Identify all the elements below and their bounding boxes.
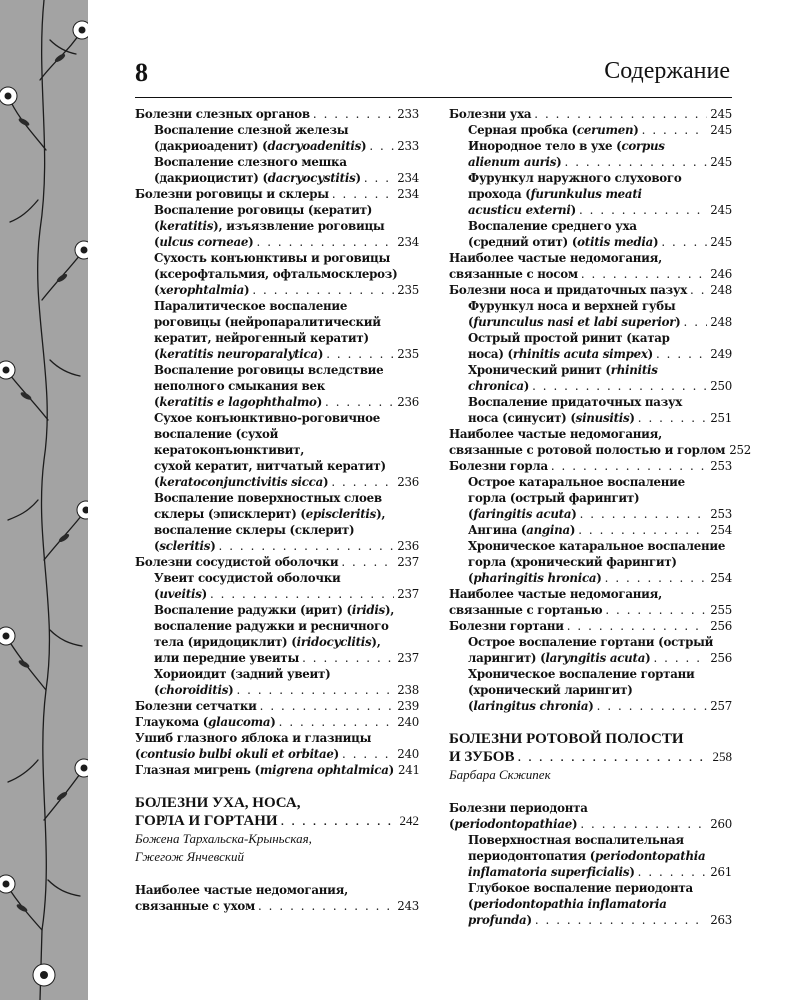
toc-entry[interactable]: [449, 170, 732, 218]
entry-title-line: Наиболее частые недомогания,: [449, 427, 662, 441]
decorative-side-strip: [0, 0, 88, 1000]
toc-entry[interactable]: [449, 634, 732, 666]
entry-title-line: Увеит сосудистой оболочки: [154, 571, 341, 585]
dot-leader: [580, 816, 707, 832]
entry-title-line: (scleritis): [154, 539, 216, 553]
entry-title-line: Глазная мигрень (migrena ophtalmica): [135, 763, 394, 777]
entry-title-line: (keratoconjunctivitis sicca): [154, 475, 329, 489]
entry-title-line: воспаление склеры (склерит): [154, 523, 355, 537]
toc-entry[interactable]: [449, 426, 752, 458]
entry-title-line: носа) (rhinitis acuta simpex): [468, 347, 653, 361]
entry-title-line: (средний отит) (otitis media): [468, 235, 659, 249]
entry-title-line: роговицы (нейропаралитический: [154, 315, 381, 329]
entry-title-line: alienum auris): [468, 155, 562, 169]
toc-right-column: [449, 106, 752, 928]
toc-entry[interactable]: [135, 666, 419, 698]
dot-leader: [605, 602, 707, 618]
dot-leader: [302, 650, 394, 666]
toc-entry[interactable]: [449, 282, 732, 298]
entry-title-line: Наиболее частые недомогания,: [135, 883, 348, 897]
section-authors: [449, 766, 732, 784]
page-ref: 251: [710, 411, 732, 425]
page-ref: 233: [397, 107, 419, 121]
toc-entry[interactable]: [135, 298, 419, 362]
toc-entry[interactable]: [135, 602, 419, 666]
dot-leader: [690, 282, 707, 298]
entry-title-line: (faringitis acuta): [468, 507, 577, 521]
toc-entry[interactable]: [135, 250, 419, 298]
section-spacer: [449, 714, 732, 730]
page-ref: 243: [397, 899, 419, 913]
entry-title-line: Хроническое воспаление гортани: [468, 667, 695, 681]
toc-entry[interactable]: [135, 122, 419, 154]
entry-title-line: БОЛЕЗНИ РОТОВОЙ ПОЛОСТИ: [449, 731, 684, 747]
section-authors: [135, 830, 419, 866]
entry-title-line: связанные с ротовой полостью и горлом: [449, 443, 726, 457]
entry-title-line: (ulcus corneae): [154, 235, 254, 249]
dot-leader: [517, 748, 709, 766]
page-ref: 255: [710, 603, 732, 617]
toc-entry[interactable]: [449, 458, 732, 474]
entry-title-line: Паралитическое воспаление: [154, 299, 348, 313]
section-spacer: [135, 778, 419, 794]
dot-leader: [580, 506, 708, 522]
dot-leader: [597, 698, 708, 714]
entry-title-line: Болезни периодонта: [449, 801, 588, 815]
toc-entry[interactable]: [449, 666, 732, 714]
dot-leader: [331, 474, 394, 490]
page-ref: 256: [710, 619, 732, 633]
entry-title-line: (keratitis e lagophthalmo): [154, 395, 323, 409]
entry-title-line: (choroiditis): [154, 683, 234, 697]
page-ref: 256: [710, 651, 732, 665]
entry-title-line: Ангина (angina): [468, 523, 576, 537]
page-ref: 236: [397, 475, 419, 489]
dot-leader: [341, 554, 394, 570]
page-ref: 236: [397, 395, 419, 409]
dot-leader: [279, 714, 395, 730]
page-ref: 245: [710, 155, 732, 169]
entry-title-line: Болезни сетчатки: [135, 699, 257, 713]
page-ref: 248: [710, 315, 732, 329]
page-ref: 257: [710, 699, 732, 713]
page-ref: 250: [710, 379, 732, 393]
section-spacer: [449, 784, 732, 800]
author-line: Гжегож Янчевский: [135, 849, 244, 864]
page-ref: 258: [712, 749, 732, 764]
page-ref: 245: [710, 107, 732, 121]
toc-entry[interactable]: [135, 882, 419, 914]
page-ref: 254: [710, 523, 732, 537]
dot-leader: [653, 650, 707, 666]
page-ref: 242: [399, 813, 419, 828]
toc-entry[interactable]: [449, 330, 732, 362]
page-ref: 261: [710, 865, 732, 879]
toc-entry[interactable]: [449, 618, 732, 634]
entry-title-line: Поверхностная воспалительная: [468, 833, 684, 847]
author-line: Барбара Скжипек: [449, 767, 551, 782]
page-ref: 253: [710, 459, 732, 473]
toc-entry[interactable]: [449, 474, 732, 522]
dot-leader: [579, 202, 707, 218]
dot-leader: [326, 346, 394, 362]
toc-entry[interactable]: [449, 586, 732, 618]
toc-entry[interactable]: [135, 730, 419, 762]
page-ref: 246: [710, 267, 732, 281]
toc-entry[interactable]: [449, 106, 732, 122]
entry-title-line: (periodontopathiae): [449, 817, 578, 831]
toc-left-column: [135, 106, 419, 914]
page-ref: 240: [397, 715, 419, 729]
entry-title-line: связанные с ухом: [135, 899, 255, 913]
toc-entry[interactable]: [135, 362, 419, 410]
page-number: 8: [135, 58, 148, 87]
entry-title-line: ГОРЛА И ГОРТАНИ: [135, 813, 278, 829]
entry-title-line: тела (иридоциклит) (iridocyclitis),: [154, 635, 381, 649]
page-ref: 235: [397, 283, 419, 297]
dot-leader: [638, 864, 708, 880]
toc-entry[interactable]: [135, 762, 419, 778]
entry-title-line: носа (синусит) (sinusitis): [468, 411, 635, 425]
entry-title-line: (furunculus nasi et labi superior): [468, 315, 681, 329]
dot-leader: [219, 538, 395, 554]
section-heading[interactable]: [135, 794, 419, 830]
entry-title-line: Воспаление роговицы вследствие: [154, 363, 384, 377]
dot-leader: [565, 154, 708, 170]
dot-leader: [258, 898, 394, 914]
entry-title-line: Инородное тело в ухе (corpus: [468, 139, 665, 153]
dot-leader: [332, 186, 394, 202]
dot-leader: [325, 394, 394, 410]
dot-leader: [551, 458, 707, 474]
toc-entry[interactable]: [449, 122, 732, 138]
entry-title-line: неполного смыкания век: [154, 379, 326, 393]
entry-title-line: Хронический ринит (rhinitis: [468, 363, 658, 377]
entry-title-line: прохода (furunkulus meati: [468, 187, 642, 201]
entry-title-line: Хроническое катаральное воспаление: [468, 539, 726, 553]
entry-title-line: склеры (эписклерит) (episcleritis),: [154, 507, 386, 521]
toc-entry[interactable]: [135, 202, 419, 250]
entry-title-line: сухой кератит, нитчатый кератит): [154, 459, 386, 473]
page-ref: 237: [397, 555, 419, 569]
toc-entry[interactable]: [135, 698, 419, 714]
page-ref: 263: [710, 913, 732, 927]
page-ref: 234: [397, 187, 419, 201]
entry-title-line: ларингит) (laryngitis acuta): [468, 651, 651, 665]
dot-leader: [260, 698, 395, 714]
toc-entry[interactable]: [449, 800, 732, 832]
page-ref: 241: [397, 763, 420, 777]
entry-title-line: Воспаление среднего уха: [468, 219, 637, 233]
entry-title-line: Воспаление поверхностных слоев: [154, 491, 382, 505]
entry-title-line: кератит, нейрогенный кератит): [154, 331, 369, 345]
toc-entry[interactable]: [135, 186, 419, 202]
entry-title-line: (ксерофтальмия, офтальмосклероз): [154, 267, 398, 281]
toc-entry[interactable]: [135, 154, 419, 186]
dot-leader: [257, 234, 395, 250]
page-ref: 234: [397, 171, 419, 185]
entry-title-line: (хронический ларингит): [468, 683, 633, 697]
entry-title-line: Наиболее частые недомогания,: [449, 587, 662, 601]
entry-title-line: Наиболее частые недомогания,: [449, 251, 662, 265]
entry-title-line: Сухость конъюнктивы и роговицы: [154, 251, 391, 265]
page-ref: 249: [710, 347, 732, 361]
dot-leader: [364, 170, 394, 186]
toc-entry[interactable]: [449, 394, 732, 426]
entry-title-line: Воспаление слезного мешка: [154, 155, 347, 169]
entry-title-line: Воспаление придаточных пазух: [468, 395, 683, 409]
entry-title-line: Глаукома (glaucoma): [135, 715, 276, 729]
page-ref: 233: [397, 139, 419, 153]
dot-leader: [642, 122, 708, 138]
entry-title-line: связанные с гортанью: [449, 603, 603, 617]
entry-title-line: Серная пробка (cerumen): [468, 123, 639, 137]
entry-title-line: Сухое конъюнктивно-роговичное: [154, 411, 380, 425]
dot-leader: [534, 106, 707, 122]
dot-leader: [567, 618, 707, 634]
dot-leader: [342, 746, 394, 762]
entry-title-line: (pharingitis hronica): [468, 571, 602, 585]
dot-leader: [581, 266, 707, 282]
header-rule: [135, 97, 732, 98]
page-ref: 252: [729, 443, 752, 457]
page-ref: 254: [710, 571, 732, 585]
entry-title-line: или передние увеиты: [154, 651, 300, 665]
entry-title-line: воспаление радужки и ресничного: [154, 619, 389, 633]
entry-title-line: БОЛЕЗНИ УХА, НОСА,: [135, 795, 301, 811]
page-ref: 245: [710, 123, 732, 137]
page-ref: 245: [710, 235, 732, 249]
entry-title-line: Болезни горла: [449, 459, 548, 473]
entry-title-line: (periodontopathia inflamatoria: [468, 897, 667, 911]
entry-title-line: Болезни носа и придаточных пазух: [449, 283, 688, 297]
entry-title-line: acusticu externi): [468, 203, 576, 217]
entry-title-line: И ЗУБОВ: [449, 749, 515, 765]
entry-title-line: (дакриоаденит) (dacryoadenitis): [154, 139, 367, 153]
entry-title-line: Болезни уха: [449, 107, 532, 121]
toc-entry[interactable]: [135, 106, 419, 122]
entry-title-line: (дакриоцистит) (dacryocystitis): [154, 171, 361, 185]
toc-entry[interactable]: [135, 410, 419, 490]
chamomile-ornament-icon: [0, 0, 88, 1000]
entry-title-line: воспаление (сухой: [154, 427, 279, 441]
entry-title-line: Глубокое воспаление периодонта: [468, 881, 693, 895]
toc-entry[interactable]: [449, 298, 732, 330]
page-ref: 237: [397, 651, 419, 665]
entry-title-line: Болезни роговицы и склеры: [135, 187, 329, 201]
entry-title-line: Болезни сосудистой оболочки: [135, 555, 339, 569]
page-ref: 253: [710, 507, 732, 521]
dot-leader: [535, 912, 707, 928]
page-ref: 245: [710, 203, 732, 217]
toc-entry[interactable]: [449, 138, 732, 170]
entry-title-line: Хориоидит (задний увеит): [154, 667, 331, 681]
dot-leader: [252, 282, 394, 298]
page-ref: 235: [397, 347, 419, 361]
dot-leader: [578, 522, 707, 538]
author-line: Божена Тархальска-Крыньская,: [135, 831, 312, 846]
toc-entry[interactable]: [449, 522, 732, 538]
page-ref: 240: [397, 747, 419, 761]
dot-leader: [236, 682, 394, 698]
dot-leader: [532, 378, 707, 394]
entry-title-line: inflamatoria superficialis): [468, 865, 635, 879]
toc-entry[interactable]: [135, 714, 419, 730]
entry-title-line: Воспаление слезной железы: [154, 123, 349, 137]
running-title: Содержание: [604, 58, 730, 84]
entry-title-line: (laringitus chronia): [468, 699, 594, 713]
entry-title-line: Болезни гортани: [449, 619, 564, 633]
dot-leader: [369, 138, 394, 154]
entry-title-line: горла (острый фарингит): [468, 491, 640, 505]
entry-title-line: profunda): [468, 913, 532, 927]
entry-title-line: Острое воспаление гортани (острый: [468, 635, 714, 649]
toc-entry[interactable]: [449, 250, 732, 282]
entry-title-line: Острое катаральное воспаление: [468, 475, 685, 489]
dot-leader: [656, 346, 707, 362]
entry-title-line: кератоконъюнктивит,: [154, 443, 305, 457]
toc-entry[interactable]: [449, 538, 732, 586]
entry-title-line: Болезни слезных органов: [135, 107, 310, 121]
entry-title-line: Воспаление роговицы (кератит): [154, 203, 373, 217]
entry-title-line: Острый простой ринит (катар: [468, 331, 670, 345]
toc-entry[interactable]: [135, 490, 419, 554]
entry-title-line: Воспаление радужки (ирит) (iridis),: [154, 603, 395, 617]
entry-title-line: Фурункул наружного слухового: [468, 171, 682, 185]
dot-leader: [638, 410, 707, 426]
dot-leader: [313, 106, 394, 122]
dot-leader: [661, 234, 707, 250]
entry-title-line: (xerophtalmia): [154, 283, 250, 297]
entry-title-line: (uveitis): [154, 587, 207, 601]
page-ref: 260: [710, 817, 732, 831]
page-ref: 248: [710, 283, 732, 297]
page-ref: 238: [397, 683, 419, 697]
page-ref: 239: [397, 699, 419, 713]
entry-title-line: горла (хронический фарингит): [468, 555, 677, 569]
toc-entry[interactable]: [135, 570, 419, 602]
dot-leader: [281, 812, 397, 830]
entry-title-line: (keratitis neuroparalytica): [154, 347, 324, 361]
toc-entry[interactable]: [135, 554, 419, 570]
toc-entry[interactable]: [449, 218, 732, 250]
section-spacer: [135, 866, 419, 882]
entry-title-line: Ушиб глазного яблока и глазницы: [135, 731, 372, 745]
entry-title-line: периодонтопатия (periodontopathia: [468, 849, 706, 863]
dot-leader: [684, 314, 708, 330]
toc-entry[interactable]: [449, 362, 732, 394]
section-heading[interactable]: [449, 730, 732, 766]
toc-entry[interactable]: [449, 832, 732, 880]
entry-title-line: (contusio bulbi okuli et orbitae): [135, 747, 339, 761]
entry-title-line: chronica): [468, 379, 530, 393]
toc-entry[interactable]: [449, 880, 732, 928]
page-ref: 237: [397, 587, 419, 601]
entry-title-line: (keratitis), изъязвление роговицы: [154, 219, 385, 233]
page-ref: 236: [397, 539, 419, 553]
dot-leader: [210, 586, 394, 602]
entry-title-line: связанные с носом: [449, 267, 578, 281]
dot-leader: [605, 570, 708, 586]
entry-title-line: Фурункул носа и верхней губы: [468, 299, 676, 313]
page-ref: 234: [397, 235, 419, 249]
